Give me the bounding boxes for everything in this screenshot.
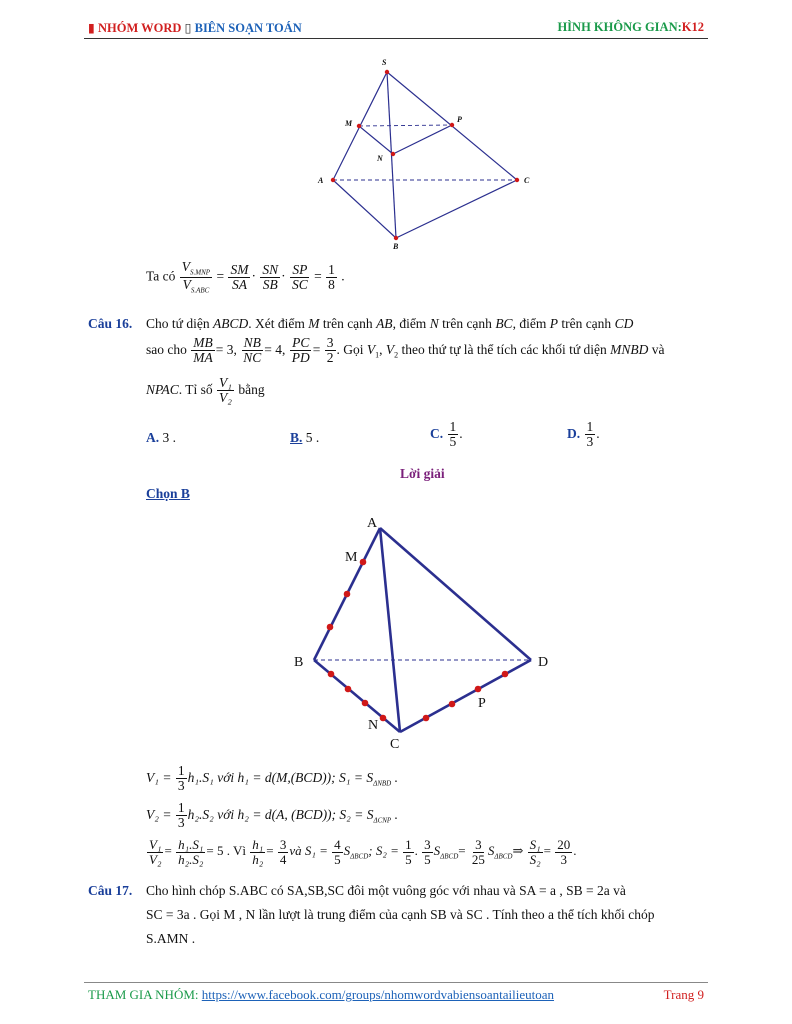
header-left: [88, 20, 302, 36]
header-right: [557, 20, 704, 35]
header-rule: [84, 38, 708, 39]
header-left-part1: NHÓM WORD: [98, 21, 182, 35]
q17-label: Câu 17.: [88, 883, 133, 898]
formula1-prefix: Ta có: [146, 268, 176, 284]
fig2-label-p: P: [478, 696, 486, 711]
sol-v2: V₂ = $\frac{1}{3}$ h₂.S₂ với h₂ = d(A, (BCD)); $S_2 = S_{\Delta CNP}$ .: [146, 800, 398, 831]
q16-option-c[interactable]: C. $\frac{1}{5}$ .: [430, 419, 463, 450]
fig1-label-c: C: [524, 176, 530, 185]
fig1-label-m: M: [345, 119, 353, 128]
fig1-label-s: S: [382, 58, 387, 67]
header-right-part2: K12: [681, 20, 704, 34]
q16-label: Câu 16.: [88, 316, 133, 331]
book-icon: ▮: [88, 21, 95, 35]
fig2-label-d: D: [538, 655, 549, 670]
fig1-label-n: N: [377, 154, 383, 163]
sol-ratio: $\frac{\text{V₁}}{\text{V₂}}$ = $\frac{\text{h₁.S₁}}{\text{h₂.S₂}}$ = 5 . Vì $\frac{\text{h₁}}{\text{h₂}}$ = $\frac{3}{4}$ và S₁ = $\frac{4}{5}$ $S_{\Delta BCD}$; S₂ = $\frac{1}{5}$ . $\frac{3}{5}$ $S_{\Delta BCD}=$ $\frac{3}{25}$ $S_{\Delta BCD}\Rightarrow$ $\frac{\text{S₁}}{\text{S₂}}$ = $\frac{20}{3}$ .: [149, 837, 577, 867]
choose-answer: Chọn B: [146, 486, 190, 501]
footer-left: [88, 987, 554, 1003]
q16-line2: sao cho $\frac{MB}{MA}$ = 3, $\frac{NB}{NC}$ = 4, $\frac{PC}{PD}$ = $\frac{3}{2}$ . Gọi $V_1$, $V_2$ theo thứ tự là thể tích các khối tứ diện MNBD và: [146, 335, 665, 366]
q16-line3: NPAC. Tỉ số $\frac{\text{V₁}}{\text{V₂}}$ bằng: [146, 375, 265, 406]
footer-rule: [84, 982, 708, 983]
fig1-label-a: A: [318, 176, 324, 185]
sol-v1: V₁ = $\frac{1}{3}$ h₁.S₁ với h₁ = d(M,(BCD)); $S_1 = S_{\Delta NBD}$ .: [146, 763, 398, 794]
fig1-label-p: P: [457, 115, 462, 124]
q17-line3: S.AMN .: [146, 931, 196, 946]
book-icon-2: ▯: [184, 21, 192, 35]
q17-line1: Cho hình chóp S.ABC có SA,SB,SC đôi một vuông góc với nhau và SA = a , SB = 2a và: [146, 883, 626, 898]
footer-group-link[interactable]: https://www.facebook.com/groups/nhomwordvabiensoantailieutoan: [201, 987, 555, 1002]
formula-volume-ratio: Ta có $\frac{V_{S.MNP}}{V_{S.ABC}}$ = $\frac{SM}{SA}$ · $\frac{SN}{SB}$ · $\frac{SP}{SC}$ = $\frac{1}{8}$ .: [146, 259, 345, 295]
q16-option-b[interactable]: B. 5 .: [290, 430, 320, 445]
fig2-label-b: B: [294, 655, 304, 670]
q16-option-d[interactable]: D. $\frac{1}{3}$ .: [567, 419, 600, 450]
figure-tetrahedron-abcd: [288, 508, 578, 756]
solution-title: Lời giải: [400, 466, 445, 481]
fig2-label-m: M: [345, 550, 358, 565]
fig2-label-c: C: [390, 737, 400, 752]
fig1-label-b: B: [393, 242, 399, 251]
footer-prefix: THAM GIA NHÓM:: [88, 987, 202, 1002]
q16-option-a[interactable]: A. 3 .: [146, 430, 176, 445]
q16-line1: Cho tứ diện ABCD. Xét điểm M trên cạnh AB, điểm N trên cạnh BC, điểm P trên cạnh CD: [146, 316, 634, 331]
fig2-label-a: A: [367, 516, 378, 531]
footer-page-number: Trang 9: [663, 987, 704, 1002]
header-right-part1: HÌNH KHÔNG GIAN:: [557, 20, 682, 34]
q17-line2: SC = 3a . Gọi M , N lần lượt là trung điểm của cạnh SB và SC . Tính theo a thể tích khối chóp: [146, 907, 655, 922]
header-left-part2: BIÊN SOẠN TOÁN: [194, 21, 302, 35]
fig2-label-n: N: [368, 718, 379, 733]
figure-pyramid-sabc: [300, 52, 550, 252]
